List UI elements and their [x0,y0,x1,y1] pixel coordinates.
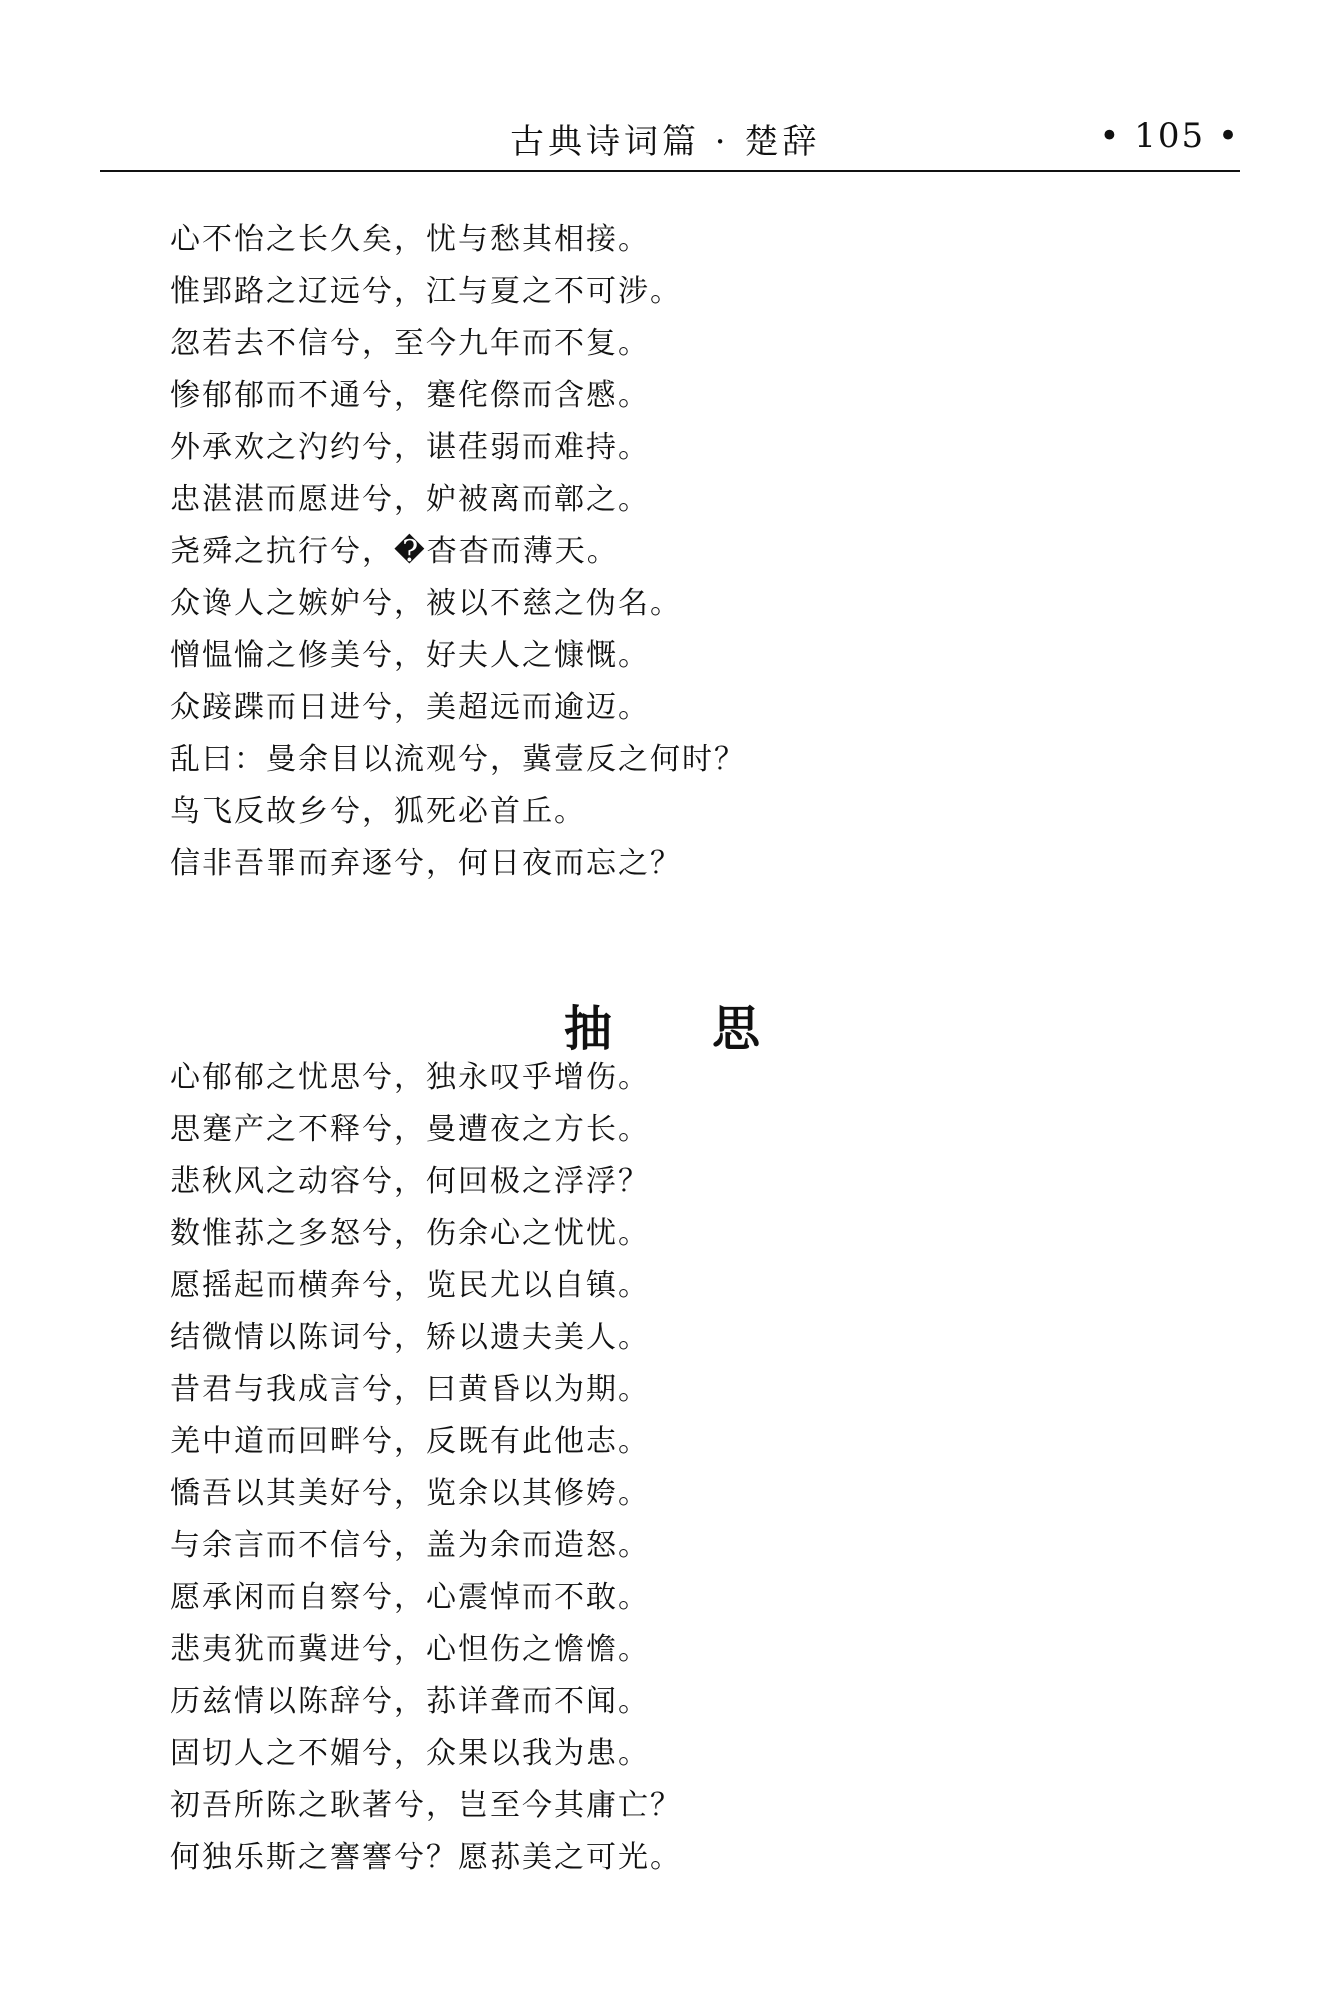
running-header-title: 古典诗词篇 · 楚辞 [510,122,821,162]
poem-line: 数惟荪之多怒兮，伤余心之忧忧。 [170,1216,650,1251]
poem-line: 昔君与我成言兮，曰黄昏以为期。 [170,1372,650,1407]
poem-line: 羌中道而回畔兮，反既有此他志。 [170,1424,650,1459]
poem-line: 结微情以陈词兮，矫以遗夫美人。 [170,1320,650,1355]
poem-line: 尧舜之抗行兮，�杳杳而薄天。 [170,534,619,569]
poem-line: 固切人之不媚兮，众果以我为患。 [170,1736,650,1771]
page-number: • 105 • [1099,116,1240,156]
header-rule [100,170,1240,172]
poem-line: 历兹情以陈辞兮，荪详聋而不闻。 [170,1684,650,1719]
section-title: 抽思 [563,1000,860,1057]
poem-continued [170,214,746,890]
poem-line: 愿摇起而横奔兮，览民尤以自镇。 [170,1268,650,1303]
poem-line: 愿承闲而自察兮，心震悼而不敢。 [170,1580,650,1615]
poem-line: 心郁郁之忧思兮，独永叹乎增伤。 [170,1060,650,1095]
poem-line: 何独乐斯之謇謇兮？愿荪美之可光。 [170,1840,682,1875]
poem-chousi [170,1052,682,1884]
poem-line: 憍吾以其美好兮，览余以其修姱。 [170,1476,650,1511]
poem-line: 众谗人之嫉妒兮，被以不慈之伪名。 [170,586,682,621]
poem-line: 思蹇产之不释兮，曼遭夜之方长。 [170,1112,650,1147]
running-header [100,108,1240,168]
poem-line: 与余言而不信兮，盖为余而造怒。 [170,1528,650,1563]
poem-line: 忽若去不信兮，至今九年而不复。 [170,326,650,361]
poem-line: 悲夷犹而冀进兮，心怛伤之憺憺。 [170,1632,650,1667]
poem-line: 初吾所陈之耿著兮，岂至今其庸亡？ [170,1788,682,1823]
poem-line: 信非吾罪而弃逐兮，何日夜而忘之？ [170,846,682,881]
poem-line: 惟郢路之辽远兮，江与夏之不可涉。 [170,274,682,309]
poem-line: 乱曰：曼余目以流观兮，冀壹反之何时？ [170,742,746,777]
poem-line: 悲秋风之动容兮，何回极之浮浮？ [170,1164,650,1199]
poem-line: 憎愠惀之修美兮，好夫人之慷慨。 [170,638,650,673]
poem-line: 外承欢之汋约兮，谌荏弱而难持。 [170,430,650,465]
poem-line: 忠湛湛而愿进兮，妒被离而鄣之。 [170,482,650,517]
poem-line: 惨郁郁而不通兮，蹇侘傺而含慼。 [170,378,650,413]
poem-line: 众踥蹀而日进兮，美超远而逾迈。 [170,690,650,725]
poem-line: 鸟飞反故乡兮，狐死必首丘。 [170,794,586,829]
poem-line: 心不怡之长久矣，忧与愁其相接。 [170,222,650,257]
